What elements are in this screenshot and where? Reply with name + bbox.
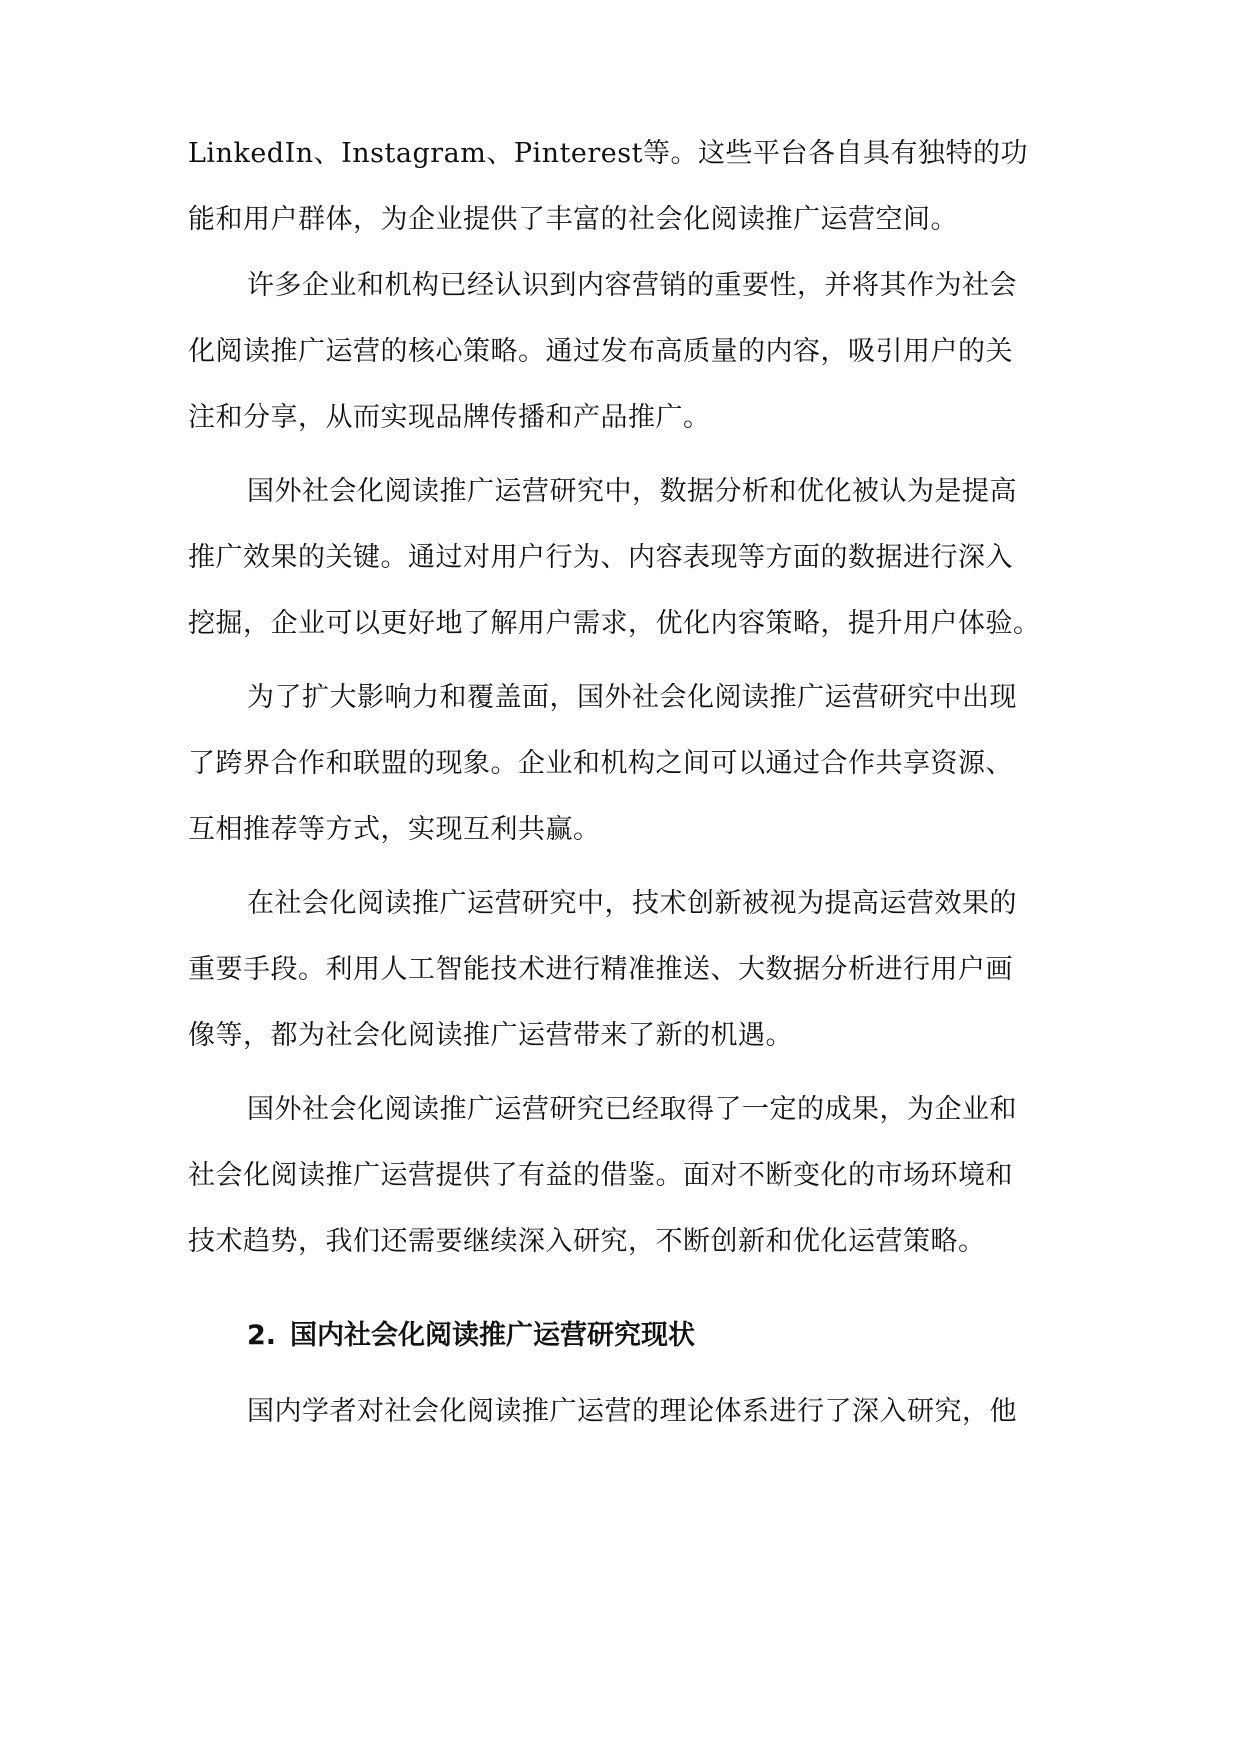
body-text-line: 互相推荐等方式，实现互利共赢。 [188,814,601,845]
body-text-line: 化阅读推广运营的核心策略。通过发布高质量的内容，吸引用户的关 [188,336,1013,367]
body-text-line: 社会化阅读推广运营提供了有益的借鉴。面对不断变化的市场环境和 [188,1160,1013,1191]
body-text-line: 国外社会化阅读推广运营研究已经取得了一定的成果，为企业和 [247,1094,1017,1125]
body-text-line: 注和分享，从而实现品牌传播和产品推广。 [188,402,711,433]
body-text-line: 了跨界合作和联盟的现象。企业和机构之间可以通过合作共享资源、 [188,748,1013,779]
body-text-line: 在社会化阅读推广运营研究中，技术创新被视为提高运营效果的 [247,888,1017,919]
body-text-line: 推广效果的关键。通过对用户行为、内容表现等方面的数据进行深入 [188,542,1013,573]
section-title: 国内社会化阅读推广运营研究现状 [290,1320,696,1351]
body-text-line: 像等，都为社会化阅读推广运营带来了新的机遇。 [188,1020,793,1051]
body-text-line: 重要手段。利用人工智能技术进行精准推送、大数据分析进行用户画 [188,954,1013,985]
body-text-line: 挖掘，企业可以更好地了解用户需求，优化内容策略，提升用户体验。 [188,608,1041,639]
body-text-line: LinkedIn、Instagram、Pinterest等。这些平台各自具有独特的功 [188,138,1028,169]
body-text-line: 技术趋势，我们还需要继续深入研究，不断创新和优化运营策略。 [188,1226,986,1257]
body-text-line: 能和用户群体，为企业提供了丰富的社会化阅读推广运营空间。 [188,204,958,235]
body-text-line: 为了扩大影响力和覆盖面，国外社会化阅读推广运营研究中出现 [247,682,1017,713]
body-text-line: 许多企业和机构已经认识到内容营销的重要性，并将其作为社会 [247,270,1017,301]
body-text-line: 国内学者对社会化阅读推广运营的理论体系进行了深入研究，他 [247,1396,1017,1427]
body-text-line: 国外社会化阅读推广运营研究中，数据分析和优化被认为是提高 [247,476,1017,507]
section-heading [247,1318,1067,1354]
section-number: 2. [247,1320,277,1351]
